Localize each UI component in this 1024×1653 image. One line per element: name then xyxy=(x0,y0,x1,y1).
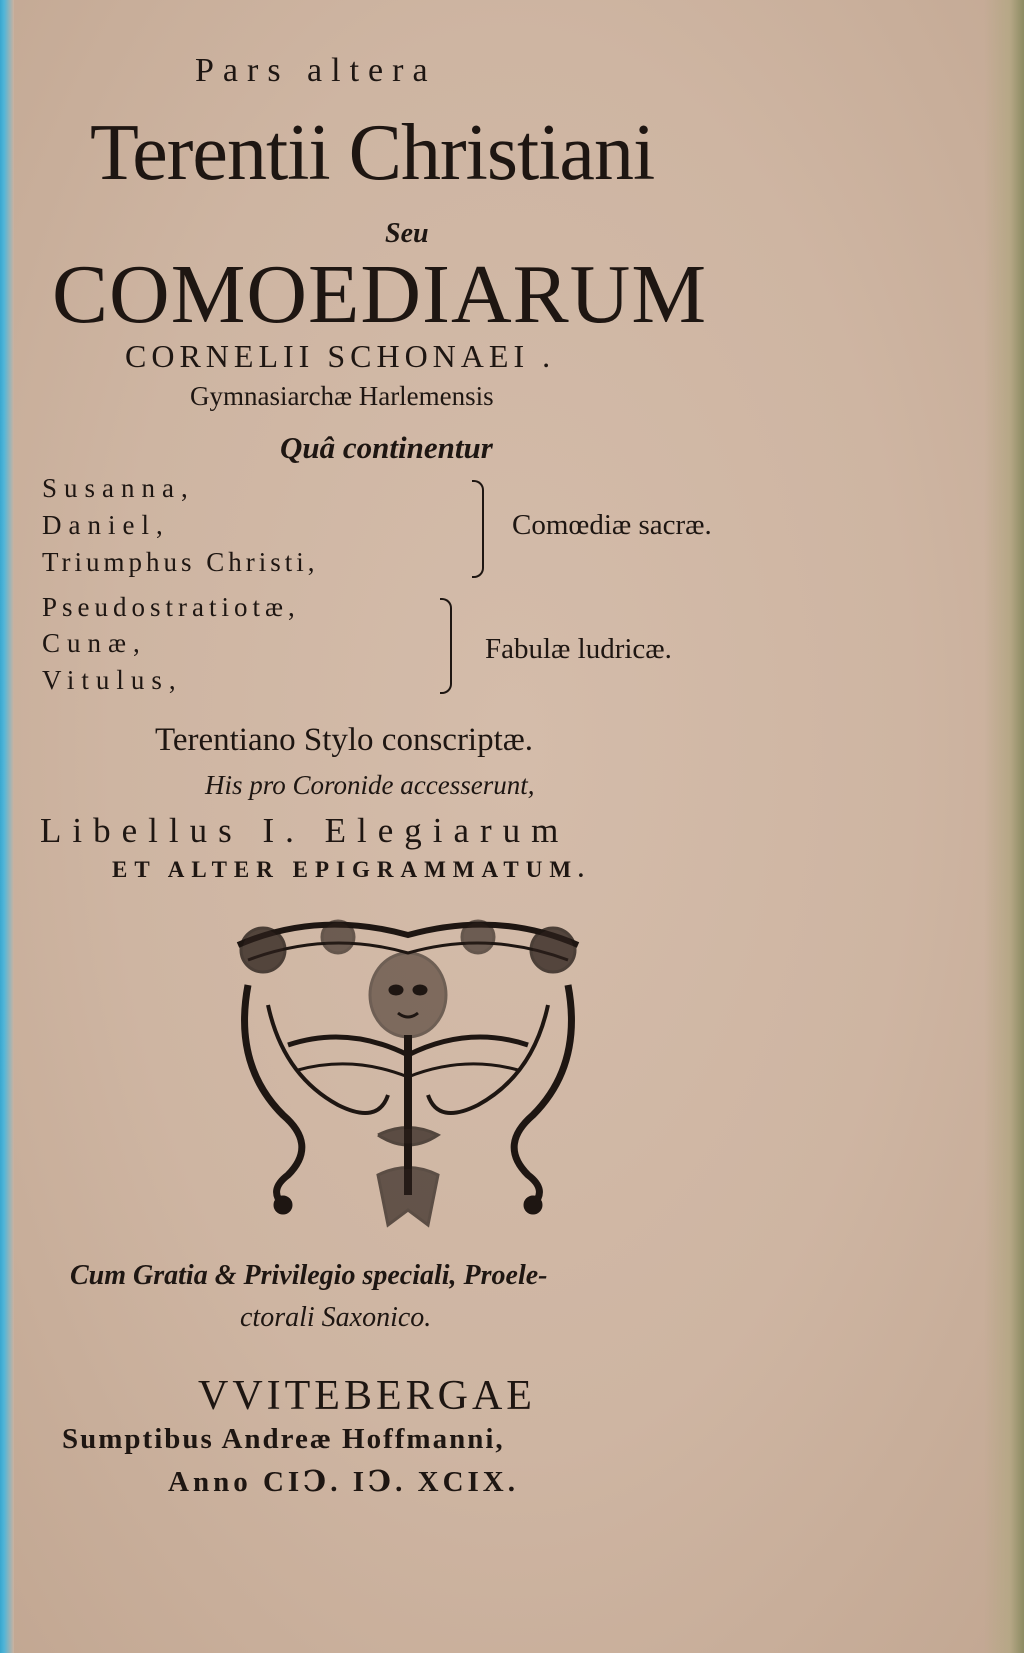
author-role: Gymnasiarchæ Harlemensis xyxy=(190,381,494,411)
style-note: Terentiano Stylo conscriptæ. xyxy=(155,722,534,758)
brace-sacrae xyxy=(472,480,484,578)
main-title: Terentii Christiani xyxy=(90,109,655,197)
imprint-year: Anno CIↃ. IↃ. XCIX. xyxy=(168,1466,519,1498)
content-item-triumphus: Triumphus Christi, xyxy=(42,547,319,577)
comoediarum-title: COMOEDIARUM xyxy=(52,248,708,341)
qua-continentur: Quâ continentur xyxy=(280,430,493,465)
content-item-susanna: Susanna, xyxy=(42,473,195,503)
label-comoediae-sacrae: Comœdiæ sacræ. xyxy=(512,509,712,541)
alter-epigrammatum: ET ALTER EPIGRAMMATUM. xyxy=(112,857,591,882)
libellus-elegiarum: Libellus I. Elegiarum xyxy=(40,811,570,850)
seu-word: Seu xyxy=(385,218,429,249)
content-item-daniel: Daniel, xyxy=(42,510,170,540)
printers-device-icon xyxy=(228,905,588,1235)
accesserunt-line: His pro Coronide accesserunt, xyxy=(205,770,535,800)
imprint-publisher: Sumptibus Andreæ Hoffmanni, xyxy=(62,1423,505,1455)
pars-altera-heading: Pars altera xyxy=(195,52,437,89)
page-edge-left xyxy=(0,0,14,1653)
page-edge-right xyxy=(984,0,1024,1653)
brace-ludicrae xyxy=(440,598,452,694)
content-item-pseudostratiotae: Pseudostratiotæ, xyxy=(42,592,300,622)
content-item-vitulus: Vitulus, xyxy=(42,665,183,695)
content-item-cunae: Cunæ, xyxy=(42,628,147,658)
author-name: CORNELII SCHONAEI . xyxy=(125,338,556,374)
privilege-line-1: Cum Gratia & Privilegio speciali, Proele- xyxy=(70,1260,548,1291)
privilege-line-2: ctorali Saxonico. xyxy=(240,1302,432,1333)
label-fabulae-ludricae: Fabulæ ludricæ. xyxy=(485,633,672,665)
imprint-city: VVITEBERGAE xyxy=(198,1373,536,1419)
